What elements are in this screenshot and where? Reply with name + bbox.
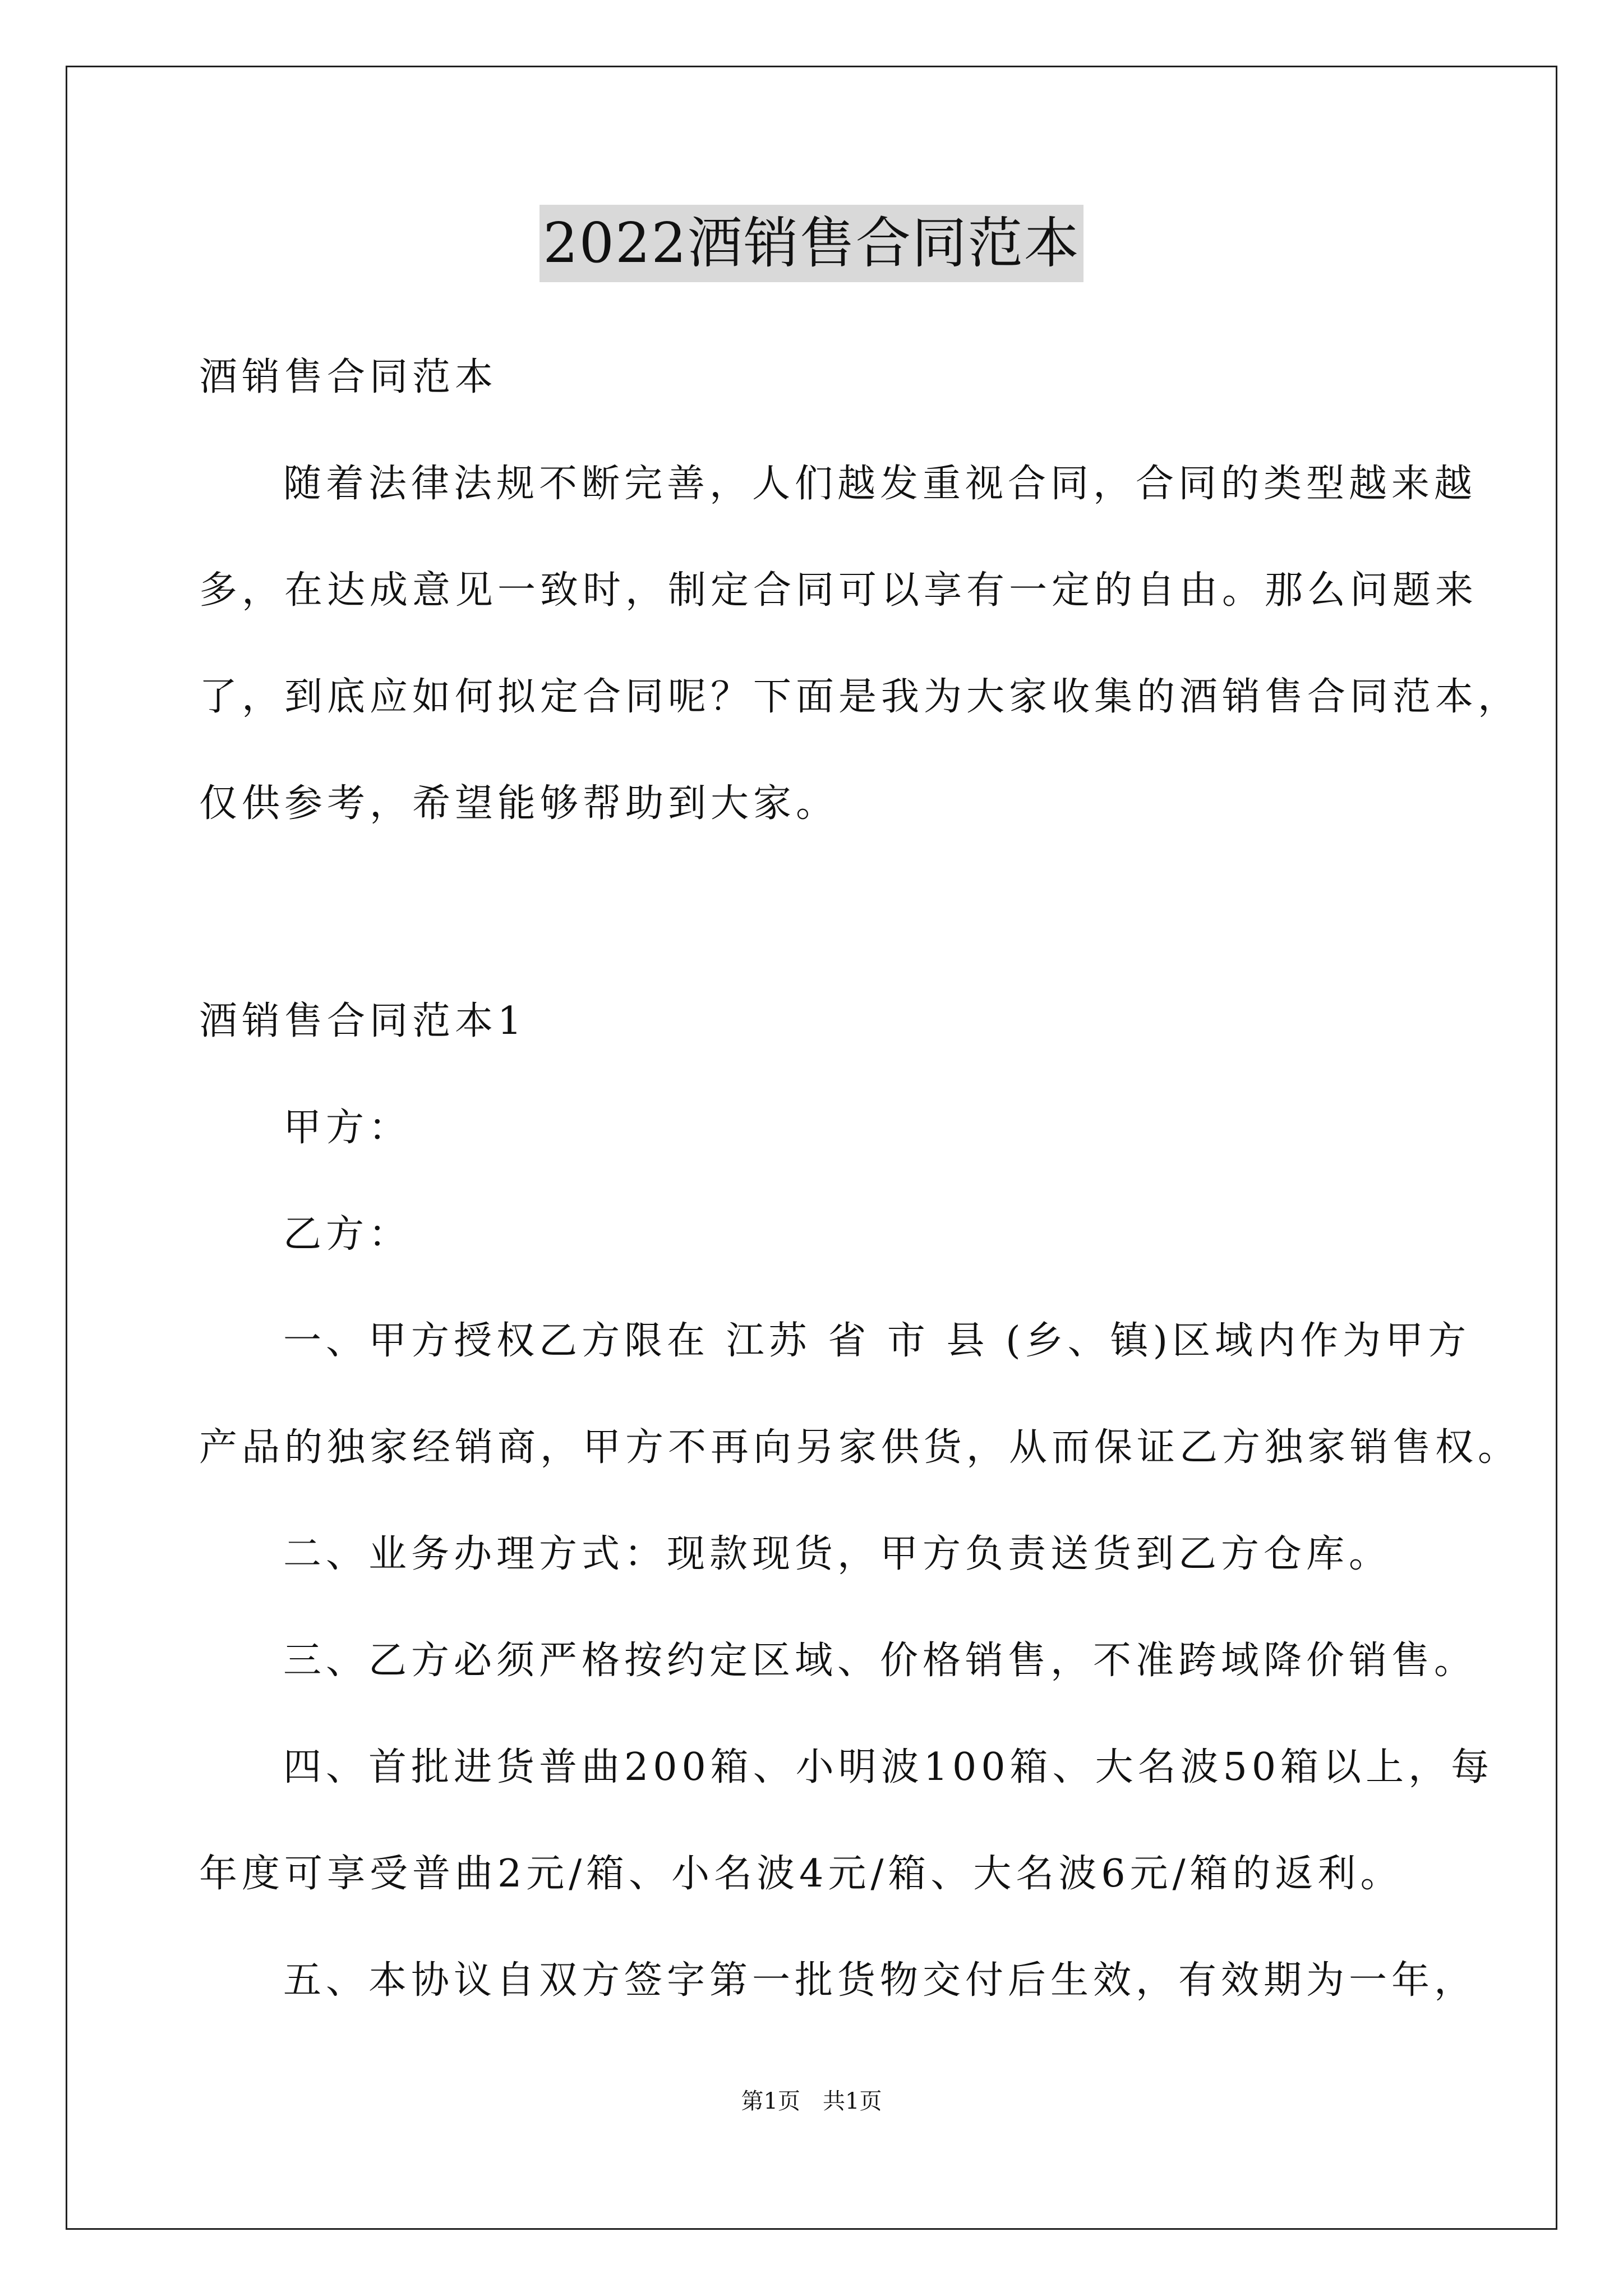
clause-line: 一、甲方授权乙方限在 江苏 省 市 县 (乡、镇)区域内作为甲方 — [283, 1319, 1471, 1363]
intro-line: 随着法律法规不断完善，人们越发重视合同，合同的类型越来越 — [283, 462, 1477, 506]
clause-line: 五、本协议自双方签字第一批货物交付后生效，有效期为一年， — [283, 1958, 1477, 2003]
page-footer — [0, 2086, 1623, 2117]
clause-line: 四、首批进货普曲200箱、小明波100箱、大名波50箱以上，每 — [283, 1745, 1494, 1789]
intro-line: 仅供参考，希望能够帮助到大家。 — [199, 781, 839, 826]
page-number-total: 共1页 — [823, 2088, 882, 2114]
page-number-current: 第1页 — [741, 2088, 800, 2114]
intro-line: 了，到底应如何拟定合同呢？下面是我为大家收集的酒销售合同范本， — [199, 675, 1521, 719]
party-a-label: 甲方： — [283, 1106, 412, 1150]
document-title: 2022酒销售合同范本 — [540, 205, 1083, 282]
title-container — [0, 205, 1623, 282]
clause-line: 产品的独家经销商，甲方不再向另家供货，从而保证乙方独家销售权。 — [199, 1425, 1521, 1470]
intro-line: 多，在达成意见一致时，制定合同可以享有一定的自由。那么问题来 — [199, 568, 1478, 613]
section-heading: 酒销售合同范本1 — [199, 999, 527, 1043]
clause-line: 二、业务办理方式：现款现货，甲方负责送货到乙方仓库。 — [283, 1532, 1392, 1576]
document-subtitle: 酒销售合同范本 — [199, 355, 498, 399]
party-b-label: 乙方： — [283, 1212, 412, 1257]
clause-line: 三、乙方必须严格按约定区域、价格销售，不准跨域降价销售。 — [283, 1639, 1477, 1683]
clause-line: 年度可享受普曲2元/箱、小名波4元/箱、大名波6元/箱的返利。 — [199, 1852, 1403, 1896]
